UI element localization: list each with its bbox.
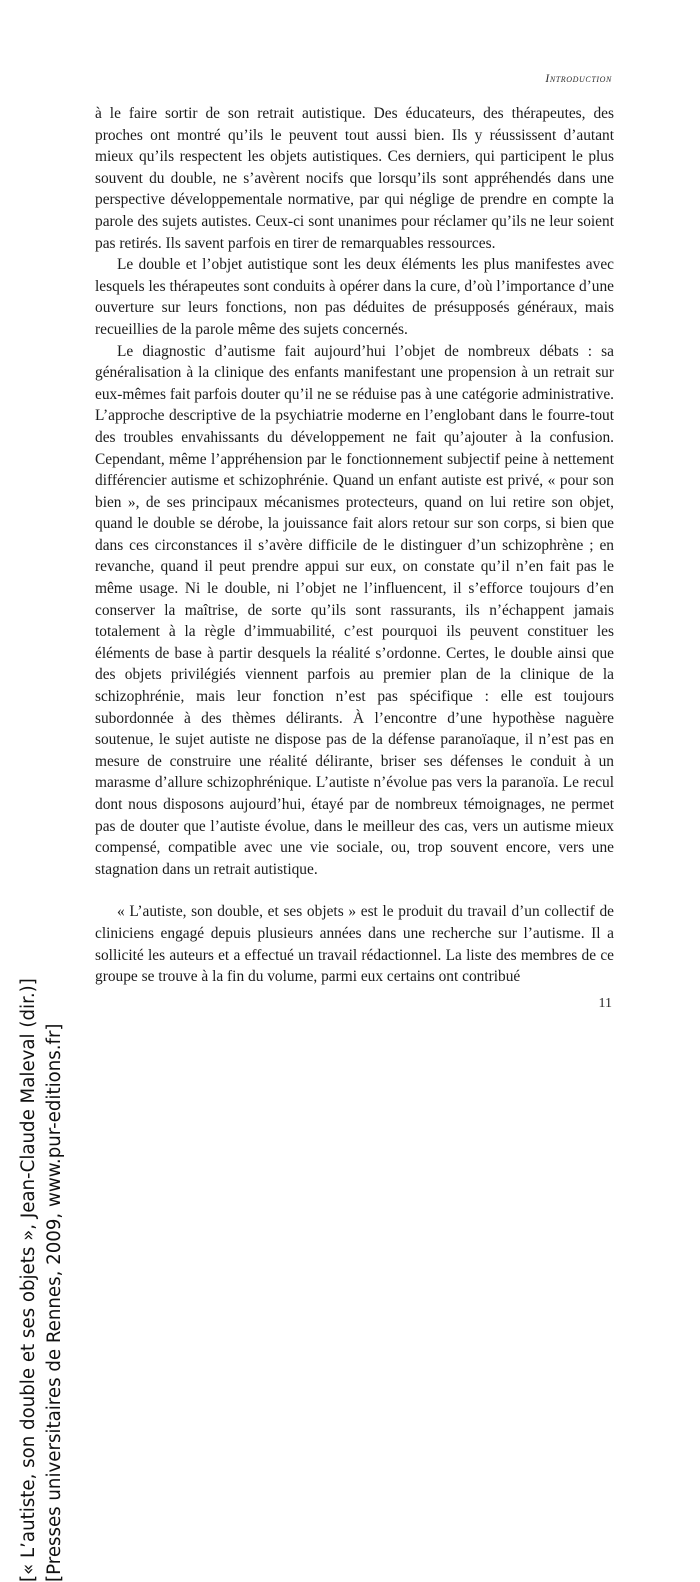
paragraph-collective: « L’autiste, son double, et ses objets » est le produit du travail d’un collectif de cliniciens engagé depuis plusieurs années dans une recherche sur l’autisme. Il a sollicité les auteurs et a effectué un travail rédactionnel. La liste des membres de ce groupe se trouve à la fin du volume, parmi eux certains ont contribué [95, 903, 614, 986]
body-text [95, 103, 614, 988]
paragraph-continuation: à le faire sortir de son retrait autistique. Des éducateurs, des thérapeutes, des proches ont montré qu’ils le peuvent tout aussi bien. Ils y réussissent d’autant mieux qu’ils respectent les objets autistiques. Ces derniers, qui participent le plus souvent du double, ne s’avèrent nocifs que lorsqu’ils sont appréhendés dans une perspective développementale normative, par qui néglige de prendre en compte la parole des sujets autistes. Ceux-ci sont unanimes pour réclamer qu’ils ne leur soient pas retirés. Ils savent parfois en tirer de remarquables ressources. [95, 105, 614, 252]
paragraph-double-and-object: Le double et l’objet autistique sont les deux éléments les plus manifestes avec lesquels les thérapeutes sont conduits à opérer dans la cure, d’où l’importance d’une ouverture sur leurs fonctions, non pas déduites de présupposés généraux, mais recueillies de la parole même des sujets concernés. [95, 256, 614, 338]
paragraph-diagnosis: Le diagnostic d’autisme fait aujourd’hui l’objet de nombreux débats : sa généralisation à la clinique des enfants manifestant une propension à un retrait sur eux-mêmes fait parfois douter qu’il ne se réduise pas à une catégorie administrative. L’approche descriptive de la psychiatrie moderne en l’englobant dans le fourre-tout des troubles envahissants du développement ne fait qu’ajouter à la confusion. Cependant, même l’appréhension par le fonctionnement subjectif peine à nettement différencier autisme et schizophrénie. Quand un enfant autiste est privé, « pour son bien », de ses principaux mécanismes protecteurs, quand on lui retire son objet, quand le double se dérobe, la jouissance fait alors retour sur son corps, si bien que dans ces circonstances il s’avère difficile de le distinguer d’un schizophrène ; en revanche, quand il peut prendre appui sur eux, on constate qu’il n’en fait pas le même usage. Ni le double, ni l’objet ne l’influencent, il s’efforce toujours d’en conserver la maîtrise, de sorte qu’ils sont rassurants, ils n’échappent jamais totalement à la règle d’immuabilité, c’est pourquoi ils peuvent constituer les éléments de base à partir desquels la réalité s’ordonne. Certes, le double ainsi que des objets privilégiés viennent parfois au premier plan de la clinique de la schizophrénie, mais leur fonction n’est pas spécifique : elle est toujours subordonnée à des thèmes délirants. À l’encontre d’une hypothèse naguère soutenue, le sujet autiste ne dispose pas de la défense paranoïaque, il n’est pas en mesure de construire une réalité délirante, briser ses défenses le conduit à un marasme d’allure schizophrénique. L’autiste n’évolue pas vers la paranoïa. Le recul dont nous disposons aujourd’hui, étayé par de nombreux témoignages, ne permet pas de douter que l’autiste évolue, dans le meilleur des cas, vers un autisme mieux compensé, compatible avec une vie sociale, ou, trop souvent encore, vers une stagnation dans un retrait autistique. [95, 342, 614, 878]
running-head: Introduction [545, 73, 612, 85]
citation-line-title: [« L’autiste, son double et ses objets », Jean-Claude Maleval (dir.)] [18, 978, 39, 1582]
page-number: 11 [598, 996, 612, 1011]
side-citation [16, 494, 76, 1582]
citation-line-publisher: [Presses universitaires de Rennes, 2009, www.pur-editions.fr] [44, 1023, 65, 1582]
side-citation-text [16, 978, 68, 1582]
